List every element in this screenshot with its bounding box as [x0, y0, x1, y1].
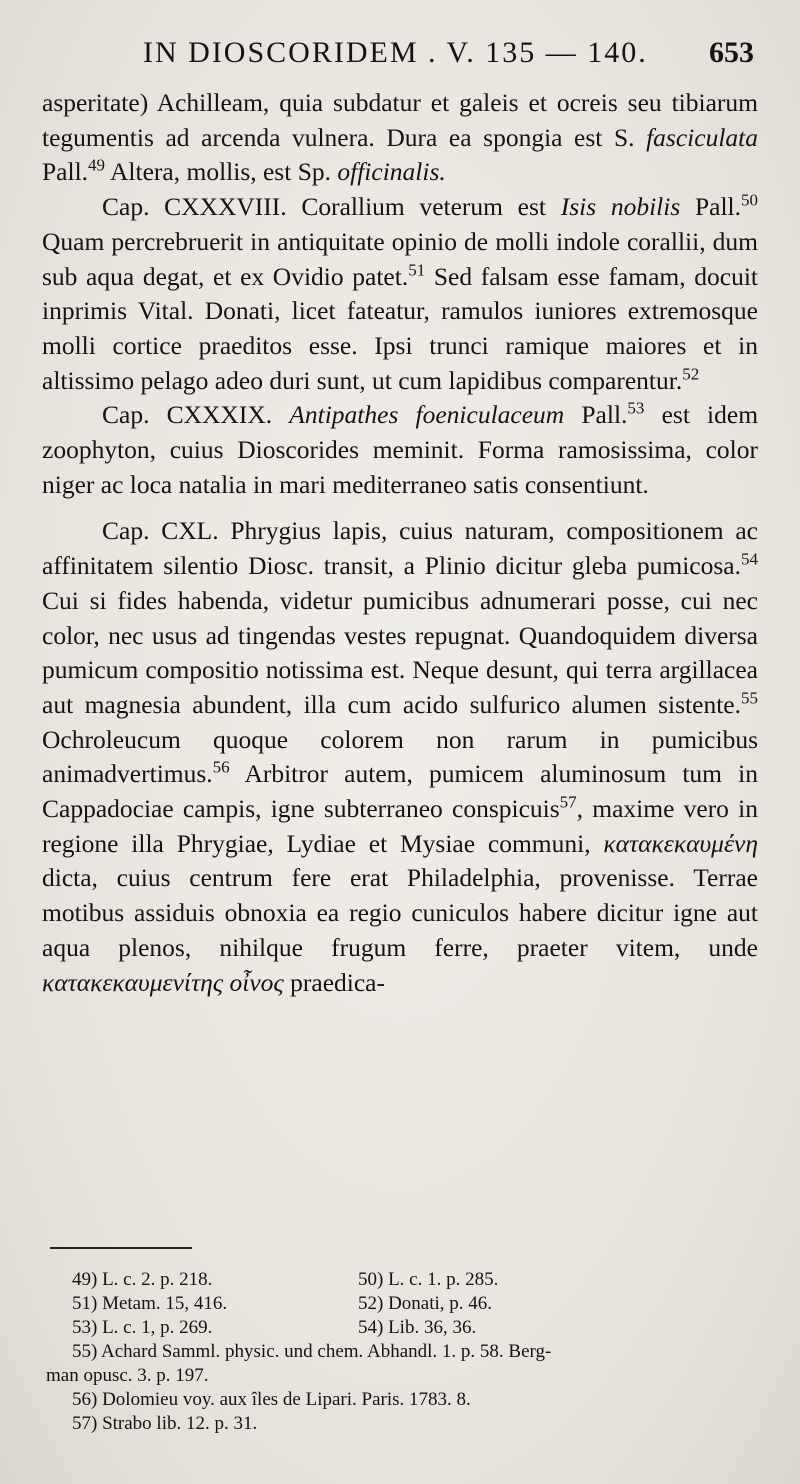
text-run: Pall.: [581, 400, 628, 430]
paragraph-cap-cxl: [42, 514, 758, 1000]
text-run: Quam percrebruerit in antiquitate opinio de molli indole corallii, dum sub aqua degat, et ex Ovidio patet.: [42, 226, 758, 291]
page-header: [0, 28, 800, 80]
footnote-ref-50[interactable]: 50: [741, 190, 759, 210]
text-run: Pall.: [694, 192, 742, 222]
footnote-54: 54) Lib. 36, 36.: [358, 1317, 477, 1338]
paragraph-spongia: [42, 86, 758, 190]
page-number: 653: [709, 36, 754, 69]
footnote-49: 49) L. c. 2. p. 218.: [72, 1269, 213, 1290]
footnote-ref-57[interactable]: 57: [559, 792, 577, 812]
footnote-ref-55[interactable]: 55: [741, 688, 758, 708]
footnote-ref-51[interactable]: 51: [408, 260, 426, 280]
footnote-row: [46, 1316, 766, 1340]
italic-term: Isis nobilis: [560, 192, 681, 222]
footnote-ref-56[interactable]: 56: [212, 757, 230, 777]
greek-term: κατακεκαυμενίτης οἶνος: [42, 967, 284, 997]
italic-term: Antipathes foeniculaceum: [289, 400, 565, 430]
text-run: praedica-: [290, 967, 385, 997]
footnote-row: [46, 1268, 766, 1292]
paragraph-cap-cxxxviii: [42, 190, 758, 398]
footnote-ref-53[interactable]: 53: [627, 398, 645, 418]
footnote-53: 53) L. c. 1, p. 269.: [72, 1317, 213, 1338]
paragraph-cap-cxxxix: [42, 398, 758, 502]
footnote-ref-49[interactable]: 49: [88, 155, 106, 175]
footnote-ref-52[interactable]: 52: [682, 364, 700, 384]
footnote-55-continued: man opusc. 3. p. 197.: [46, 1365, 209, 1386]
footnote-57: 57) Strabo lib. 12. p. 31.: [72, 1413, 258, 1434]
italic-term: officinalis.: [337, 157, 446, 187]
text-run: Pall.: [42, 157, 89, 187]
text-run: dicta, cuius centrum fere erat Philadelphia, provenisse. Terrae motibus assiduis obnoxia ea regio cuniculos habere dicitur igne aut aqua plenos, nihilque frugum ferre, praeter vitem, unde: [42, 863, 758, 962]
footnote-50: 50) L. c. 1. p. 285.: [358, 1269, 499, 1290]
text-run: Ochroleucum quoque colorem non rarum in pumicibus animadvertimus.: [42, 724, 758, 789]
footnote-56: 56) Dolomieu voy. aux îles de Lipari. Paris. 1783. 8.: [72, 1389, 471, 1410]
footnote-divider: [50, 1247, 192, 1249]
footnotes: [46, 1268, 766, 1436]
footnote-51: 51) Metam. 15, 416.: [72, 1293, 228, 1314]
text-run: asperitate) Achilleam, quia subdatur et galeis et ocreis seu tibiarum tegumentis ad arcenda vulnera. Dura ea spongia est S.: [42, 88, 758, 152]
main-text: [42, 86, 758, 1000]
text-run: Cui si fides habenda, videtur pumicibus adnumerari posse, cui nec color, nec usus ad tingendas vestes repugnat. Quandoquidem diversa pumicum compositio notissima est. Neque desunt, qui terra argillacea aut magnesia abundent, illa cum acido sulfurico alumen sistente.: [42, 585, 758, 719]
running-head: IN DIOSCORIDEM . V. 135 — 140.: [143, 36, 648, 69]
footnote-row: [46, 1292, 766, 1316]
text-run: , maxime vero in regione illa Phrygiae, Lydiae et Mysiae communi,: [42, 794, 758, 858]
greek-term: κατακεκαυμένη: [603, 828, 758, 858]
text-run: Sed falsam esse famam, docuit inprimis Vital. Donati, licet fateatur, ramulos iuniores extremosque molli cortice praeditos esse. Ipsi trunci ramique maiores et in altissimo pelago adeo duri sunt, ut cum lapidibus comparentur.: [42, 261, 758, 395]
footnote-ref-54[interactable]: 54: [741, 549, 758, 569]
footnote-55: 55) Achard Samml. physic. und chem. Abhandl. 1. p. 58. Berg-: [72, 1341, 552, 1362]
italic-term: fasciculata: [646, 122, 758, 152]
footnote-52: 52) Donati, p. 46.: [358, 1293, 493, 1314]
chapter-heading: Cap. CXL. Phrygius lapis, cuius naturam, compositionem ac affinitatem silentio Diosc. transit, a Plinio dicitur gleba pumicosa.: [42, 516, 758, 581]
chapter-heading: Cap. CXXXIX.: [102, 400, 273, 430]
text-run: Altera, mollis, est Sp.: [110, 157, 331, 187]
text-run: est idem zoophyton, cuius Dioscorides meminit. Forma ramosissima, color niger ac loca natalia in mari mediterraneo satis consentiunt.: [42, 400, 759, 499]
text-run: Arbitror autem, pumicem aluminosum tum in Cappadociae campis, igne subterraneo conspicuis: [42, 759, 758, 824]
chapter-heading: Cap. CXXXVIII. Corallium veterum est: [102, 192, 547, 222]
